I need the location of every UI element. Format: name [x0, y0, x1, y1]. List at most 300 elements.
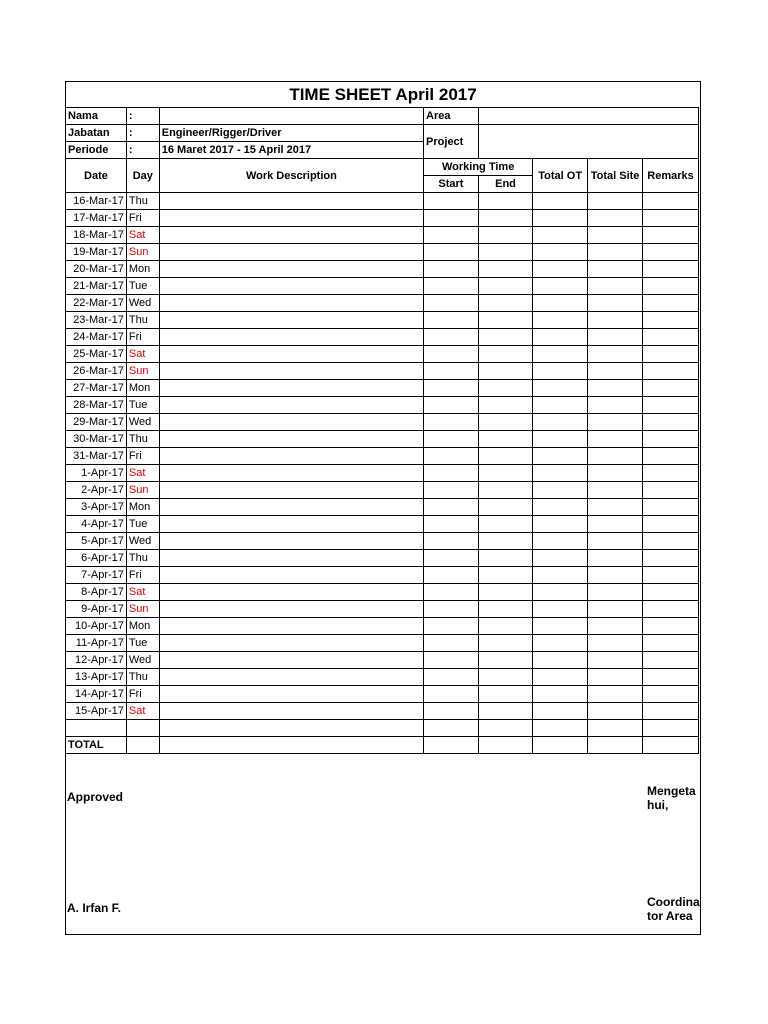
total-ot-cell[interactable]	[533, 295, 588, 312]
remarks-cell[interactable]	[643, 312, 699, 329]
end-cell[interactable]	[478, 448, 532, 465]
table-row	[66, 601, 699, 618]
start-cell[interactable]	[424, 193, 479, 210]
approver-name: A. Irfan F.	[67, 901, 122, 915]
work-description-cell[interactable]	[159, 397, 423, 414]
signature-area	[66, 763, 700, 935]
end-cell[interactable]	[478, 193, 532, 210]
remarks-cell[interactable]	[643, 261, 699, 278]
total-ot-cell[interactable]	[533, 380, 588, 397]
work-description-cell[interactable]	[159, 516, 423, 533]
end-cell[interactable]	[478, 567, 532, 584]
total-ot-cell[interactable]	[533, 346, 588, 363]
total-site-cell[interactable]	[588, 295, 643, 312]
remarks-cell[interactable]	[643, 278, 699, 295]
day-cell: Fri	[126, 567, 159, 584]
end-cell[interactable]	[478, 431, 532, 448]
total-site-cell[interactable]	[588, 210, 643, 227]
end-cell[interactable]	[478, 346, 532, 363]
total-ot-cell[interactable]	[533, 652, 588, 669]
total-ot-cell[interactable]	[533, 635, 588, 652]
work-description-cell[interactable]	[159, 567, 423, 584]
work-description-cell[interactable]	[159, 652, 423, 669]
total-site-cell[interactable]	[588, 465, 643, 482]
total-ot-cell[interactable]	[533, 363, 588, 380]
start-cell[interactable]	[424, 295, 479, 312]
empty-cell[interactable]	[424, 720, 479, 737]
work-description-cell[interactable]	[159, 295, 423, 312]
table-row-empty	[66, 720, 699, 737]
table-row	[66, 278, 699, 295]
total-site-cell[interactable]	[588, 567, 643, 584]
date-cell: 9-Apr-17	[66, 601, 127, 618]
date-cell: 21-Mar-17	[66, 278, 127, 295]
table-row	[66, 669, 699, 686]
total-ot-cell[interactable]	[533, 601, 588, 618]
day-cell: Fri	[126, 686, 159, 703]
remarks-cell[interactable]	[643, 448, 699, 465]
empty-cell[interactable]	[588, 720, 643, 737]
total-site-cell[interactable]	[588, 431, 643, 448]
remarks-cell[interactable]	[643, 482, 699, 499]
date-cell: 20-Mar-17	[66, 261, 127, 278]
date-cell: 11-Apr-17	[66, 635, 127, 652]
end-cell[interactable]	[478, 533, 532, 550]
day-cell: Sun	[126, 244, 159, 261]
total-site-cell[interactable]	[588, 618, 643, 635]
end-cell[interactable]	[478, 227, 532, 244]
total-label: TOTAL	[66, 737, 127, 754]
table-row	[66, 227, 699, 244]
nama-label: Nama	[66, 108, 127, 125]
end-cell[interactable]	[478, 703, 532, 720]
start-cell[interactable]	[424, 618, 479, 635]
start-cell[interactable]	[424, 584, 479, 601]
end-cell[interactable]	[478, 669, 532, 686]
colon: :	[126, 125, 159, 142]
total-ot-cell[interactable]	[533, 210, 588, 227]
day-cell: Sat	[126, 584, 159, 601]
total-ot-cell[interactable]	[533, 618, 588, 635]
remarks-cell[interactable]	[643, 380, 699, 397]
work-description-cell[interactable]	[159, 635, 423, 652]
total-ot-cell[interactable]	[533, 329, 588, 346]
total-ot-cell[interactable]	[533, 448, 588, 465]
remarks-cell[interactable]	[643, 210, 699, 227]
table-row	[66, 397, 699, 414]
start-cell[interactable]	[424, 210, 479, 227]
end-cell[interactable]	[478, 261, 532, 278]
start-cell[interactable]	[424, 380, 479, 397]
remarks-cell[interactable]	[643, 669, 699, 686]
date-cell: 10-Apr-17	[66, 618, 127, 635]
remarks-cell[interactable]	[643, 346, 699, 363]
work-description-cell[interactable]	[159, 618, 423, 635]
end-cell[interactable]	[478, 499, 532, 516]
start-cell[interactable]	[424, 652, 479, 669]
colon: :	[126, 108, 159, 125]
table-row	[66, 533, 699, 550]
total-ot-cell[interactable]	[533, 465, 588, 482]
header-end: End	[478, 176, 532, 193]
start-cell[interactable]	[424, 686, 479, 703]
work-description-cell[interactable]	[159, 448, 423, 465]
date-cell: 12-Apr-17	[66, 652, 127, 669]
total-ot-cell[interactable]	[533, 516, 588, 533]
total-ot-cell[interactable]	[533, 193, 588, 210]
end-cell[interactable]	[478, 652, 532, 669]
remarks-cell[interactable]	[643, 193, 699, 210]
total-site-cell[interactable]	[588, 652, 643, 669]
end-cell[interactable]	[478, 584, 532, 601]
date-cell: 29-Mar-17	[66, 414, 127, 431]
total-site-cell[interactable]	[588, 363, 643, 380]
day-cell: Wed	[126, 295, 159, 312]
table-row	[66, 550, 699, 567]
day-cell: Thu	[126, 193, 159, 210]
work-description-cell[interactable]	[159, 482, 423, 499]
table-row	[66, 380, 699, 397]
work-description-cell[interactable]	[159, 414, 423, 431]
table-row	[66, 635, 699, 652]
work-description-cell[interactable]	[159, 210, 423, 227]
day-cell: Sun	[126, 363, 159, 380]
remarks-cell[interactable]	[643, 499, 699, 516]
work-description-cell[interactable]	[159, 193, 423, 210]
total-site-cell[interactable]	[588, 482, 643, 499]
end-cell[interactable]	[478, 601, 532, 618]
table-row	[66, 414, 699, 431]
day-cell: Mon	[126, 261, 159, 278]
end-cell[interactable]	[478, 482, 532, 499]
total-site-cell[interactable]	[588, 516, 643, 533]
total-site-cell[interactable]	[588, 635, 643, 652]
total-site-cell[interactable]	[588, 261, 643, 278]
start-cell[interactable]	[424, 499, 479, 516]
total-ot-cell[interactable]	[533, 499, 588, 516]
date-cell: 22-Mar-17	[66, 295, 127, 312]
total-site-cell[interactable]	[588, 584, 643, 601]
work-description-cell[interactable]	[159, 584, 423, 601]
header-work-description: Work Description	[159, 159, 423, 193]
approved-label: Approved	[67, 790, 124, 804]
header-working-time: Working Time	[424, 159, 533, 176]
end-cell[interactable]	[478, 550, 532, 567]
remarks-cell[interactable]	[643, 686, 699, 703]
nama-field[interactable]	[159, 108, 423, 125]
date-cell: 8-Apr-17	[66, 584, 127, 601]
total-cell[interactable]	[478, 737, 532, 754]
end-cell[interactable]	[478, 686, 532, 703]
remarks-cell[interactable]	[643, 397, 699, 414]
total-site-cell[interactable]	[588, 227, 643, 244]
start-cell[interactable]	[424, 346, 479, 363]
day-cell: Thu	[126, 669, 159, 686]
date-cell: 6-Apr-17	[66, 550, 127, 567]
total-ot-cell[interactable]	[533, 261, 588, 278]
start-cell[interactable]	[424, 482, 479, 499]
empty-cell[interactable]	[533, 720, 588, 737]
work-description-cell[interactable]	[159, 601, 423, 618]
total-site-cell[interactable]	[588, 278, 643, 295]
table-row	[66, 295, 699, 312]
day-cell: Sat	[126, 703, 159, 720]
day-cell: Thu	[126, 550, 159, 567]
end-cell[interactable]	[478, 210, 532, 227]
table-row	[66, 567, 699, 584]
start-cell[interactable]	[424, 635, 479, 652]
work-description-cell[interactable]	[159, 703, 423, 720]
end-cell[interactable]	[478, 380, 532, 397]
end-cell[interactable]	[478, 516, 532, 533]
date-cell: 17-Mar-17	[66, 210, 127, 227]
day-cell: Tue	[126, 635, 159, 652]
total-ot-cell[interactable]	[533, 227, 588, 244]
day-cell: Thu	[126, 312, 159, 329]
sheet-title: TIME SHEET April 2017	[289, 85, 477, 104]
start-cell[interactable]	[424, 669, 479, 686]
start-cell[interactable]	[424, 329, 479, 346]
total-site-cell[interactable]	[588, 601, 643, 618]
start-cell[interactable]	[424, 414, 479, 431]
remarks-cell[interactable]	[643, 584, 699, 601]
total-ot-cell[interactable]	[533, 482, 588, 499]
total-cell[interactable]	[126, 737, 159, 754]
remarks-cell[interactable]	[643, 414, 699, 431]
day-cell: Fri	[126, 210, 159, 227]
total-cell[interactable]	[159, 737, 423, 754]
timesheet-table	[65, 107, 699, 754]
total-site-cell[interactable]	[588, 499, 643, 516]
work-description-cell[interactable]	[159, 380, 423, 397]
work-description-cell[interactable]	[159, 261, 423, 278]
day-cell: Tue	[126, 397, 159, 414]
coordinator-area-label: Coordina tor Area	[647, 895, 700, 923]
total-ot-cell[interactable]	[533, 669, 588, 686]
total-site-cell[interactable]	[588, 329, 643, 346]
periode-value: 16 Maret 2017 - 15 April 2017	[159, 142, 423, 159]
total-site-cell[interactable]	[588, 669, 643, 686]
total-ot-cell[interactable]	[533, 703, 588, 720]
day-cell: Fri	[126, 329, 159, 346]
start-cell[interactable]	[424, 363, 479, 380]
work-description-cell[interactable]	[159, 669, 423, 686]
end-cell[interactable]	[478, 397, 532, 414]
remarks-cell[interactable]	[643, 431, 699, 448]
total-site-cell[interactable]	[588, 533, 643, 550]
end-cell[interactable]	[478, 329, 532, 346]
date-cell: 3-Apr-17	[66, 499, 127, 516]
work-description-cell[interactable]	[159, 244, 423, 261]
day-cell: Thu	[126, 431, 159, 448]
project-field[interactable]	[478, 125, 698, 159]
end-cell[interactable]	[478, 244, 532, 261]
date-cell: 14-Apr-17	[66, 686, 127, 703]
end-cell[interactable]	[478, 278, 532, 295]
empty-cell[interactable]	[159, 720, 423, 737]
remarks-cell[interactable]	[643, 635, 699, 652]
total-ot-cell[interactable]	[533, 278, 588, 295]
start-cell[interactable]	[424, 397, 479, 414]
date-cell: 31-Mar-17	[66, 448, 127, 465]
empty-cell[interactable]	[643, 720, 699, 737]
timesheet	[65, 81, 701, 935]
empty-cell[interactable]	[66, 720, 127, 737]
table-row	[66, 584, 699, 601]
start-cell[interactable]	[424, 533, 479, 550]
start-cell[interactable]	[424, 567, 479, 584]
total-site-cell[interactable]	[588, 193, 643, 210]
end-cell[interactable]	[478, 312, 532, 329]
date-cell: 30-Mar-17	[66, 431, 127, 448]
end-cell[interactable]	[478, 635, 532, 652]
date-cell: 4-Apr-17	[66, 516, 127, 533]
total-site-cell[interactable]	[588, 550, 643, 567]
total-row	[66, 737, 699, 754]
table-row	[66, 210, 699, 227]
start-cell[interactable]	[424, 448, 479, 465]
remarks-cell[interactable]	[643, 516, 699, 533]
total-site-cell[interactable]	[588, 312, 643, 329]
date-cell: 7-Apr-17	[66, 567, 127, 584]
table-row	[66, 652, 699, 669]
start-cell[interactable]	[424, 278, 479, 295]
table-row	[66, 346, 699, 363]
day-cell: Wed	[126, 533, 159, 550]
empty-cell[interactable]	[478, 720, 532, 737]
start-cell[interactable]	[424, 312, 479, 329]
start-cell[interactable]	[424, 227, 479, 244]
remarks-cell[interactable]	[643, 465, 699, 482]
start-cell[interactable]	[424, 703, 479, 720]
start-cell[interactable]	[424, 465, 479, 482]
table-row	[66, 312, 699, 329]
total-site-cell[interactable]	[588, 380, 643, 397]
area-label: Area	[424, 108, 479, 125]
start-cell[interactable]	[424, 550, 479, 567]
total-ot-cell[interactable]	[533, 584, 588, 601]
day-cell: Sun	[126, 601, 159, 618]
work-description-cell[interactable]	[159, 686, 423, 703]
work-description-cell[interactable]	[159, 550, 423, 567]
total-site-cell[interactable]	[588, 346, 643, 363]
day-cell: Tue	[126, 516, 159, 533]
table-row	[66, 618, 699, 635]
total-ot-cell[interactable]	[533, 431, 588, 448]
date-cell: 15-Apr-17	[66, 703, 127, 720]
work-description-cell[interactable]	[159, 363, 423, 380]
remarks-cell[interactable]	[643, 618, 699, 635]
end-cell[interactable]	[478, 414, 532, 431]
end-cell[interactable]	[478, 295, 532, 312]
total-site-cell[interactable]	[588, 414, 643, 431]
date-cell: 13-Apr-17	[66, 669, 127, 686]
work-description-cell[interactable]	[159, 465, 423, 482]
total-ot-cell[interactable]	[533, 397, 588, 414]
total-ot-cell[interactable]	[533, 533, 588, 550]
empty-cell[interactable]	[126, 720, 159, 737]
remarks-cell[interactable]	[643, 567, 699, 584]
start-cell[interactable]	[424, 601, 479, 618]
total-ot-cell[interactable]	[533, 244, 588, 261]
work-description-cell[interactable]	[159, 499, 423, 516]
remarks-cell[interactable]	[643, 227, 699, 244]
work-description-cell[interactable]	[159, 329, 423, 346]
start-cell[interactable]	[424, 516, 479, 533]
work-description-cell[interactable]	[159, 533, 423, 550]
work-description-cell[interactable]	[159, 227, 423, 244]
area-field[interactable]	[478, 108, 698, 125]
end-cell[interactable]	[478, 363, 532, 380]
start-cell[interactable]	[424, 261, 479, 278]
table-row	[66, 193, 699, 210]
work-description-cell[interactable]	[159, 346, 423, 363]
table-row	[66, 261, 699, 278]
total-ot-cell[interactable]	[533, 414, 588, 431]
remarks-cell[interactable]	[643, 533, 699, 550]
jabatan-value: Engineer/Rigger/Driver	[159, 125, 423, 142]
table-row	[66, 431, 699, 448]
date-cell: 2-Apr-17	[66, 482, 127, 499]
work-description-cell[interactable]	[159, 278, 423, 295]
remarks-cell[interactable]	[643, 363, 699, 380]
total-cell[interactable]	[533, 737, 588, 754]
work-description-cell[interactable]	[159, 312, 423, 329]
table-row	[66, 363, 699, 380]
date-cell: 25-Mar-17	[66, 346, 127, 363]
total-site-cell[interactable]	[588, 703, 643, 720]
total-site-cell[interactable]	[588, 397, 643, 414]
total-ot-cell[interactable]	[533, 550, 588, 567]
remarks-cell[interactable]	[643, 329, 699, 346]
total-cell[interactable]	[588, 737, 643, 754]
total-ot-cell[interactable]	[533, 567, 588, 584]
start-cell[interactable]	[424, 431, 479, 448]
table-row	[66, 516, 699, 533]
table-row	[66, 499, 699, 516]
total-cell[interactable]	[643, 737, 699, 754]
remarks-cell[interactable]	[643, 295, 699, 312]
work-description-cell[interactable]	[159, 431, 423, 448]
remarks-cell[interactable]	[643, 703, 699, 720]
day-cell: Mon	[126, 618, 159, 635]
total-site-cell[interactable]	[588, 448, 643, 465]
total-ot-cell[interactable]	[533, 312, 588, 329]
periode-label: Periode	[66, 142, 127, 159]
end-cell[interactable]	[478, 618, 532, 635]
remarks-cell[interactable]	[643, 601, 699, 618]
table-row	[66, 686, 699, 703]
project-label: Project	[424, 125, 479, 159]
end-cell[interactable]	[478, 465, 532, 482]
date-cell: 27-Mar-17	[66, 380, 127, 397]
remarks-cell[interactable]	[643, 652, 699, 669]
total-site-cell[interactable]	[588, 686, 643, 703]
remarks-cell[interactable]	[643, 550, 699, 567]
total-cell[interactable]	[424, 737, 479, 754]
day-cell: Mon	[126, 380, 159, 397]
day-cell: Fri	[126, 448, 159, 465]
start-cell[interactable]	[424, 244, 479, 261]
table-row	[66, 703, 699, 720]
date-cell: 23-Mar-17	[66, 312, 127, 329]
total-site-cell[interactable]	[588, 244, 643, 261]
colon: :	[126, 142, 159, 159]
total-ot-cell[interactable]	[533, 686, 588, 703]
day-cell: Mon	[126, 499, 159, 516]
table-row	[66, 465, 699, 482]
remarks-cell[interactable]	[643, 244, 699, 261]
